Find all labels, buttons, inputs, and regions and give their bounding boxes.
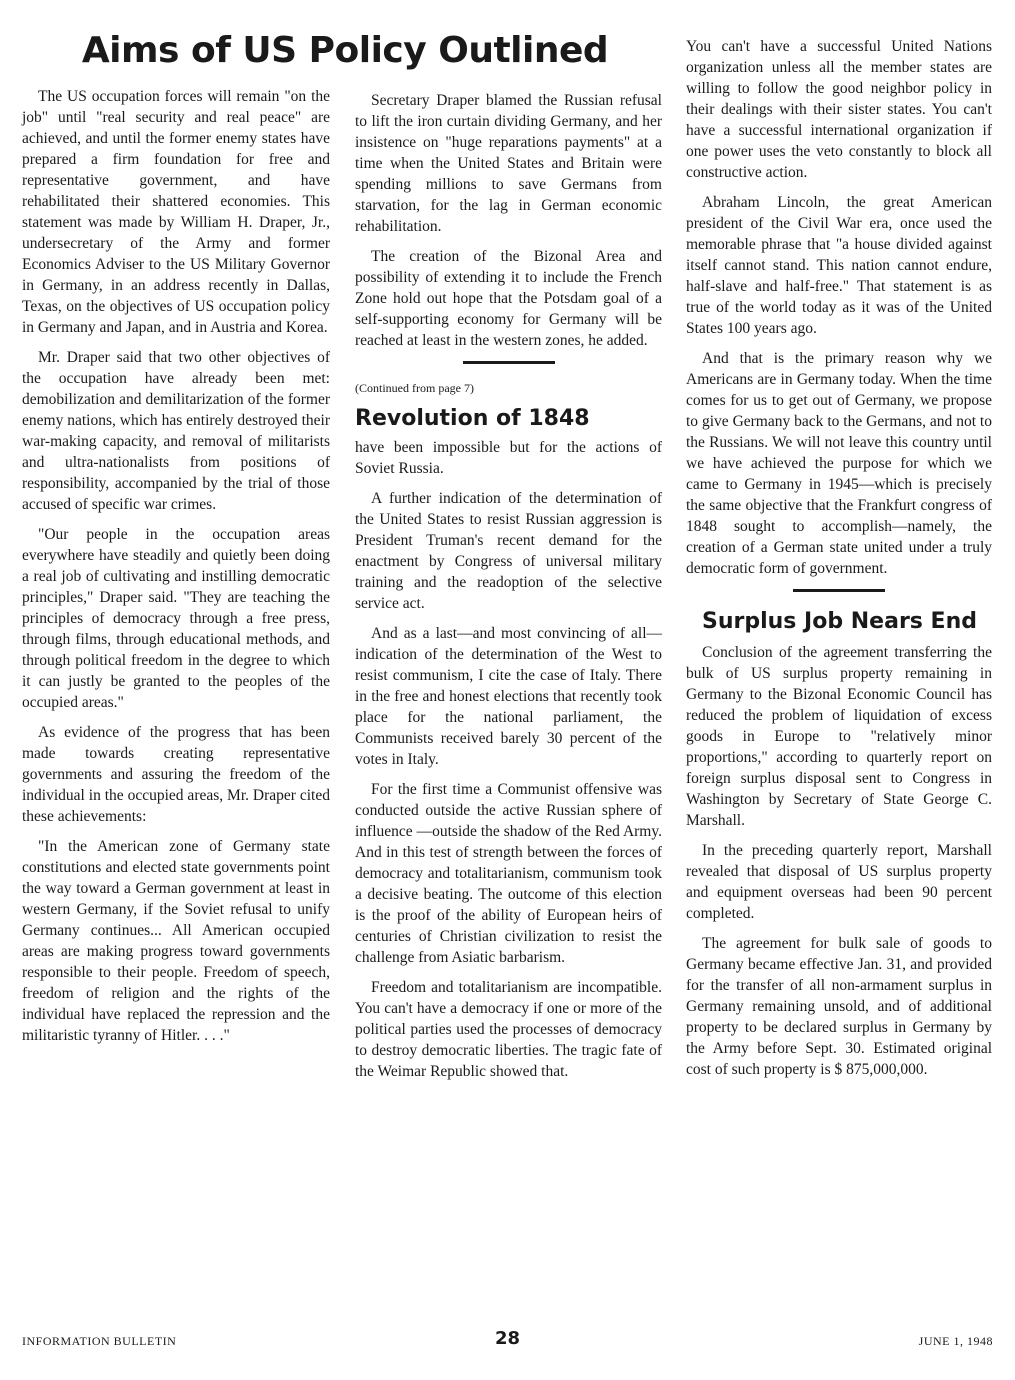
issue-date: JUNE 1, 1948 <box>918 1334 993 1348</box>
paragraph: have been impossible but for the actions of Soviet Russia. <box>355 439 662 477</box>
paragraph: "Our people in the occupation areas everywhere have steadily and quietly been doing a real job of cultivating and instilling democratic principles," Draper said. "They are teaching the principles of democracy through a free press, through films, through educational methods, and through political freedom in the degree to which it can justly be granted to the peoples of the occupied areas." <box>22 526 330 711</box>
column-middle <box>355 90 662 1091</box>
paragraph: The creation of the Bizonal Area and possibility of extending it to include the French Zone hold out hope that the Potsdam goal of a self-supporting economy for Germany will be reached at least in the western zones, he added. <box>355 248 662 349</box>
revolution-heading: Revolution of 1848 <box>355 406 590 431</box>
article-title: Aims of US Policy Outlined <box>81 30 609 71</box>
paragraph: Mr. Draper said that two other objectives of the occupation have already been met: demobilization and demilitarization of the former enemy nations, which has entirely destroyed their war-making capacity, and removal of militarists and ultra-nationalists from positions of responsibility, accompanied by the trial of those accused of specific war crimes. <box>22 349 330 513</box>
page-number: 28 <box>494 1328 521 1349</box>
paragraph: Freedom and totalitarianism are incompatible. You can't have a democracy if one or more of the political parties used the processes of democracy to destroy democratic liberties. The tragic fate of the Weimar Republic showed that. <box>355 979 662 1080</box>
section-divider <box>793 589 885 592</box>
publication-name: INFORMATION BULLETIN <box>22 1334 177 1348</box>
section-divider <box>463 361 555 364</box>
column-left <box>22 86 330 1055</box>
paragraph: In the preceding quarterly report, Marshall revealed that disposal of US surplus property and equipment overseas had been 90 percent completed. <box>686 842 992 922</box>
paragraph: And that is the primary reason why we Americans are in Germany today. When the time comes for us to get out of Germany, we propose to give Germany back to the Germans, and not to the Russians. We will not leave this country until we have achieved the purpose for which we came to Germany in 1945—which is precisely the same objective that the Frankfurt congress of 1848 sought to accomplish—namely, the creation of a German state united under a truly democratic form of government. <box>686 350 992 577</box>
paragraph: And as a last—and most convincing of all—indication of the determination of the West to resist communism, I cite the case of Italy. There in the free and honest elections that recently took place for the national parliament, the Communists received barely 30 percent of the votes in Italy. <box>355 625 662 768</box>
paragraph: Abraham Lincoln, the great American president of the Civil War era, once used the memorable phrase that "a house divided against itself cannot stand. This nation cannot endure, half-slave and half-free." That statement is as true of the world today as it was of the United States 100 years ago. <box>686 194 992 337</box>
continued-note: (Continued from page 7) <box>355 381 474 395</box>
paragraph: The US occupation forces will remain "on the job" until "real security and real peace" are achieved, and until the former enemy states have prepared a firm foundation for free and representative government, and have rehabilitated their shattered economies. This statement was made by William H. Draper, Jr., undersecretary of the Army and former Economics Adviser to the US Military Governor in Germany, in an address recently in Dallas, Texas, on the objectives of US occupation policy in Germany and Japan, and in Austria and Korea. <box>22 88 330 336</box>
paragraph: Secretary Draper blamed the Russian refusal to lift the iron curtain dividing Germany, and her insistence on "huge reparations payments" at a time when the United States and Britain were spending millions to save Germans from starvation, for the lag in German economic rehabilitation. <box>355 92 662 235</box>
paragraph: For the first time a Communist offensive was conducted outside the active Russian sphere of influence —outside the shadow of the Red Army. And in this test of strength between the forces of democracy and totalitarianism, communism took a decisive beating. The outcome of this election is the proof of the ability of European heirs of centuries of Christian civilization to resist the challenge from Asiatic barbarism. <box>355 781 662 966</box>
surplus-heading: Surplus Job Nears End <box>702 609 977 634</box>
paragraph: You can't have a successful United Nations organization unless all the member states are willing to follow the good neighbor policy in their dealings with their sister states. You can't have a successful international organization if one power uses the veto constantly to block all constructive action. <box>686 38 992 181</box>
column-right <box>686 36 992 1089</box>
paragraph: A further indication of the determination of the United States to resist Russian aggression is President Truman's recent demand for the enactment by Congress of universal military training and the readoption of the selective service act. <box>355 490 662 612</box>
paragraph: The agreement for bulk sale of goods to Germany became effective Jan. 31, and provided for the transfer of all non-armament surplus in Germany remaining unsold, and of additional property to be declared surplus in Germany by the Army before Sept. 30. Estimated original cost of such property is $ 875,000,000. <box>686 935 992 1078</box>
paragraph: "In the American zone of Germany state constitutions and elected state governments point the way toward a German government at least in western Germany, if the Soviet refusal to unify Germany continues... All American occupied areas are making progress toward governments responsible to their people. Freedom of speech, freedom of religion and the rights of the individual have replaced the repression and the militaristic tyranny of Hitler. . . ." <box>22 838 330 1044</box>
paragraph: Conclusion of the agreement transferring the bulk of US surplus property remaining in Germany to the Bizonal Economic Council has reduced the problem of liquidation of excess goods in Europe to "relatively minor proportions," according to quarterly report on foreign surplus disposal sent to Congress in Washington by Secretary of State George C. Marshall. <box>686 644 992 829</box>
paragraph: As evidence of the progress that has been made towards creating representative governments and assuring the freedom of the individual in the occupied areas, Mr. Draper cited these achievements: <box>22 724 330 825</box>
